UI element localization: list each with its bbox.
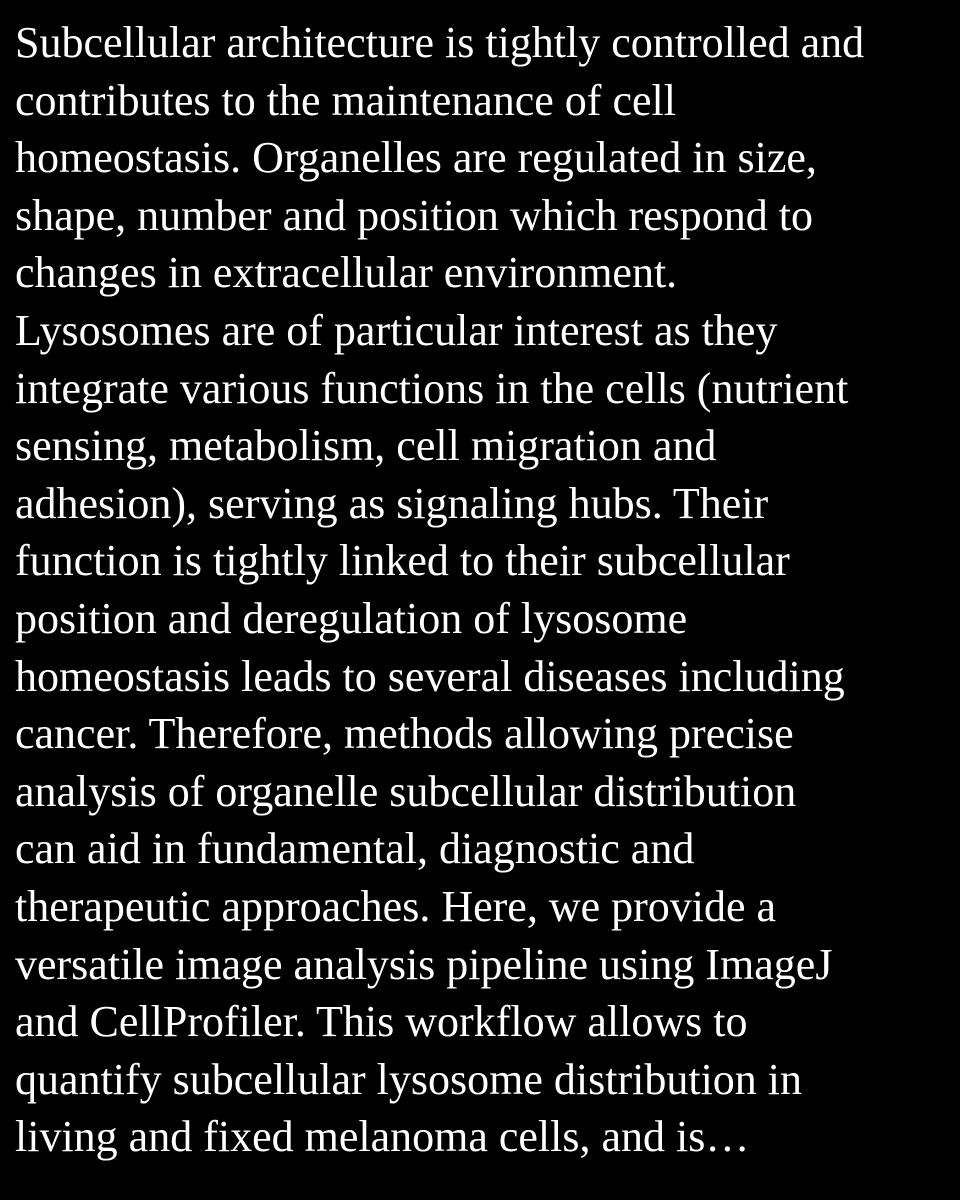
text-line: analysis of organelle subcellular distribution — [15, 766, 797, 816]
text-line: sensing, metabolism, cell migration and — [15, 421, 717, 471]
text-line: homeostasis leads to several diseases including — [15, 651, 845, 701]
text-line: adhesion), serving as signaling hubs. Their — [15, 478, 769, 528]
text-line: Subcellular architecture is tightly controlled and — [15, 18, 865, 67]
text-line: position and deregulation of lysosome — [15, 593, 688, 643]
text-line: quantify subcellular lysosome distribution in — [15, 1054, 803, 1104]
text-line: Lysosomes are of particular interest as they — [15, 305, 778, 355]
text-line: changes in extracellular environment. — [15, 248, 678, 298]
text-line: cancer. Therefore, methods allowing precise — [15, 709, 794, 759]
text-line: homeostasis. Organelles are regulated in size, — [15, 133, 817, 183]
text-line: function is tightly linked to their subcellular — [15, 536, 790, 586]
text-line: can aid in fundamental, diagnostic and — [15, 824, 695, 874]
text-line: versatile image analysis pipeline using ImageJ — [15, 939, 833, 989]
text-line: living and fixed melanoma cells, and is… — [15, 1112, 750, 1162]
text-line: integrate various functions in the cells (nutrient — [15, 363, 849, 413]
text-line: therapeutic approaches. Here, we provide a — [15, 881, 777, 931]
abstract-text — [15, 14, 950, 1166]
text-line: contributes to the maintenance of cell — [15, 75, 676, 125]
text-line: and CellProfiler. This workflow allows to — [15, 997, 748, 1047]
text-line: shape, number and position which respond to — [15, 190, 813, 240]
